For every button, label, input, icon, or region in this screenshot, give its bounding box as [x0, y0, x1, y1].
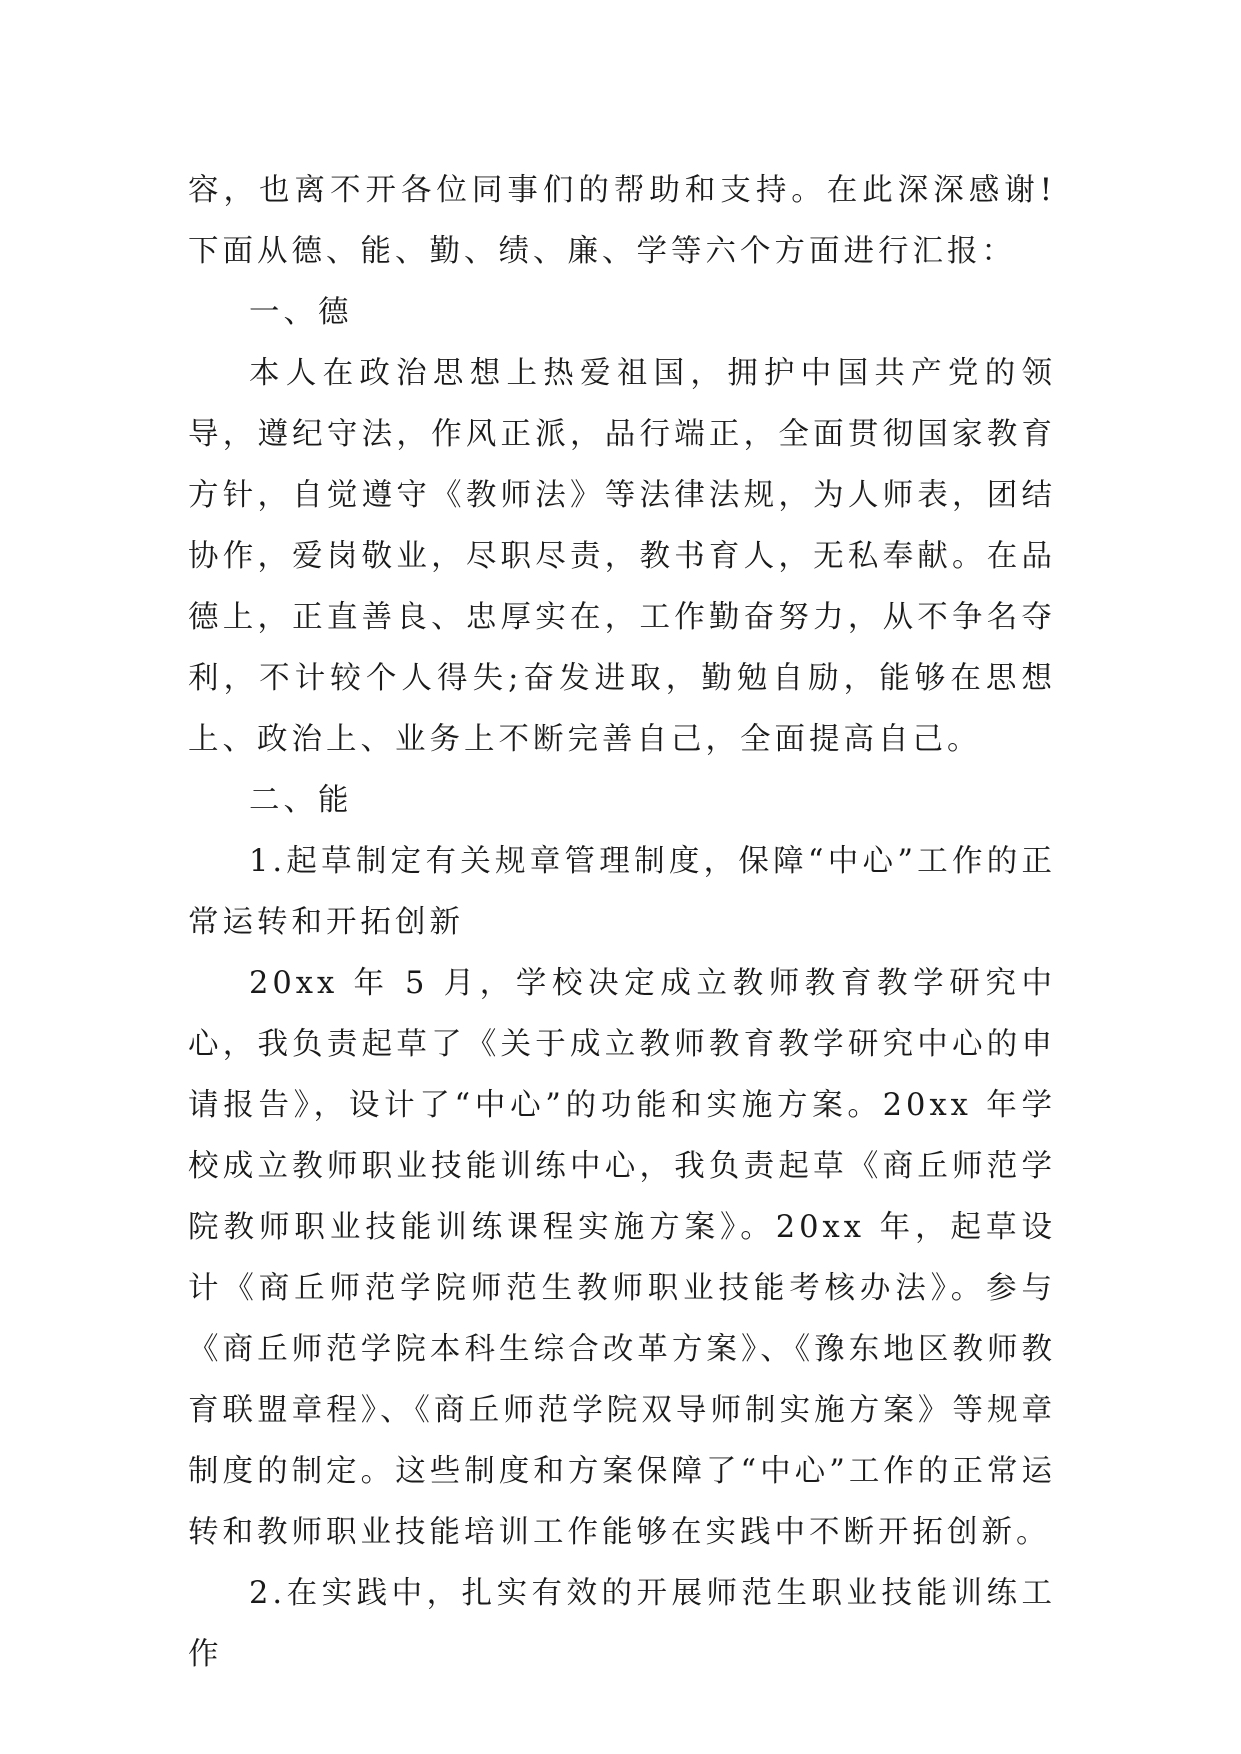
paragraph-intro-continuation: 容，也离不开各位同事们的帮助和支持。在此深深感谢!下面从德、能、勤、绩、廉、学等六个方面进行汇报：: [188, 173, 1056, 269]
paragraph-regulations: 20xx 年 5 月，学校决定成立教师教育教学研究中心，我负责起草了《关于成立教师教育教学研究中心的申请报告》，设计了“中心”的功能和实施方案。20xx 年学校成立教师职业技能训练中心，我负责起草《商丘师范学院教师职业技能训练课程实施方案》。20xx 年，起草设计《商丘师范学院师范生教师职业技能考核办法》。参与《商丘师范学院本科生综合改革方案》、《豫东地区教师教育联盟章程》、《商丘师范学院双导师制实施方案》等规章制度的制定。这些制度和方案保障了“中心”工作的正常运转和教师职业技能培训工作能够在实践中不断开拓创新。: [188, 966, 1056, 1550]
section-heading-de: 一、德: [249, 295, 353, 330]
paragraph-de-body: 本人在政治思想上热爱祖国，拥护中国共产党的领导，遵纪守法，作风正派，品行端正，全面贯彻国家教育方针，自觉遵守《教师法》等法律法规，为人师表，团结协作，爱岗敬业，尽职尽责，教书育人，无私奉献。在品德上，正直善良、忠厚实在，工作勤奋努力，从不争名夺利，不计较个人得失;奋发进取，勤勉自励，能够在思想上、政治上、业务上不断完善自己，全面提高自己。: [188, 356, 1056, 757]
subsection-heading-2: 2.在实践中，扎实有效的开展师范生职业技能训练工作: [188, 1576, 1056, 1672]
document-body: [188, 160, 1056, 1685]
section-heading-neng: 二、能: [249, 783, 353, 818]
subsection-heading-1: 1.起草制定有关规章管理制度，保障“中心”工作的正常运转和开拓创新: [188, 844, 1056, 940]
